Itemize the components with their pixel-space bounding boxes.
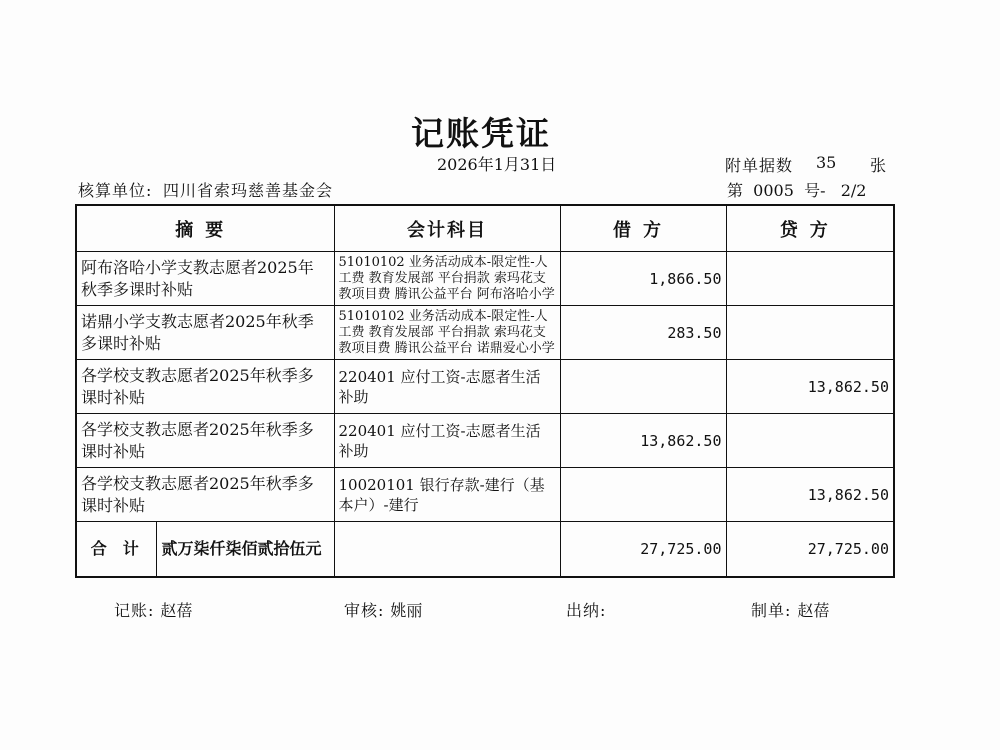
row-summary: 诺鼎小学支教志愿者2025年秋季多课时补贴: [76, 306, 334, 360]
total-row: [76, 522, 894, 578]
table-row: [76, 306, 894, 360]
row-debit: [560, 360, 726, 414]
attachment-count-value: 35: [816, 153, 837, 172]
row-subject: 51010102 业务活动成本-限定性-人工费 教育发展部 平台捐款 索玛花支教项目费 腾讯公益平台 阿布洛哈小学: [334, 252, 560, 306]
total-debit: 27,725.00: [560, 522, 726, 578]
row-debit: [560, 468, 726, 522]
row-credit: [726, 306, 894, 360]
row-subject: 51010102 业务活动成本-限定性-人工费 教育发展部 平台捐款 索玛花支教项目费 腾讯公益平台 诺鼎爱心小学: [334, 306, 560, 360]
attachment-count-label: 附单据数: [725, 156, 794, 175]
footer-preparer: [751, 598, 829, 621]
preparer-name: 赵蓓: [797, 601, 830, 620]
table-row: [76, 360, 894, 414]
cashier-label: 出纳:: [566, 601, 607, 620]
voucher-number: 第 0005 号- 2/2: [727, 181, 867, 200]
accounting-unit-label: 核算单位:: [78, 181, 153, 200]
row-debit: 283.50: [560, 306, 726, 360]
total-amount-in-words: 贰万柒仟柒佰贰拾伍元: [161, 539, 322, 558]
bookkeeper-name: 赵蓓: [160, 601, 193, 620]
table-row: [76, 252, 894, 306]
header-subject: 会计科目: [334, 205, 560, 252]
row-subject: 220401 应付工资-志愿者生活补助: [334, 360, 560, 414]
total-credit: 27,725.00: [726, 522, 894, 578]
header-summary: 摘要: [76, 205, 334, 252]
accounting-unit-value: 四川省索玛慈善基金会: [163, 181, 334, 200]
row-subject: 220401 应付工资-志愿者生活补助: [334, 414, 560, 468]
row-credit: 13,862.50: [726, 468, 894, 522]
row-credit: [726, 414, 894, 468]
bookkeeper-label: 记账:: [114, 601, 155, 620]
row-debit: 13,862.50: [560, 414, 726, 468]
row-debit: 1,866.50: [560, 252, 726, 306]
voucher-date: 2026年1月31日: [437, 155, 557, 174]
total-subject-cell: [334, 522, 560, 578]
voucher-title: 记账凭证: [411, 114, 551, 153]
header-debit: 借方: [560, 205, 726, 252]
footer-reviewer: [344, 598, 422, 621]
table-header-row: [76, 205, 894, 252]
voucher-table: [75, 204, 895, 578]
row-summary: 各学校支教志愿者2025年秋季多课时补贴: [76, 414, 334, 468]
footer-cashier: [566, 598, 612, 621]
attachment-count-unit: 张: [870, 156, 887, 175]
footer-bookkeeper: [114, 598, 192, 621]
total-label-cell: [76, 522, 334, 578]
row-credit: 13,862.50: [726, 360, 894, 414]
row-subject: 10020101 银行存款-建行（基本户）-建行: [334, 468, 560, 522]
row-summary: 阿布洛哈小学支教志愿者2025年秋季多课时补贴: [76, 252, 334, 306]
row-summary: 各学校支教志愿者2025年秋季多课时补贴: [76, 360, 334, 414]
preparer-label: 制单:: [751, 601, 792, 620]
reviewer-label: 审核:: [344, 601, 385, 620]
row-credit: [726, 252, 894, 306]
total-label: 合计: [77, 522, 157, 576]
row-summary: 各学校支教志愿者2025年秋季多课时补贴: [76, 468, 334, 522]
reviewer-name: 姚丽: [390, 601, 423, 620]
header-credit: 贷方: [726, 205, 894, 252]
table-row: [76, 414, 894, 468]
table-row: [76, 468, 894, 522]
